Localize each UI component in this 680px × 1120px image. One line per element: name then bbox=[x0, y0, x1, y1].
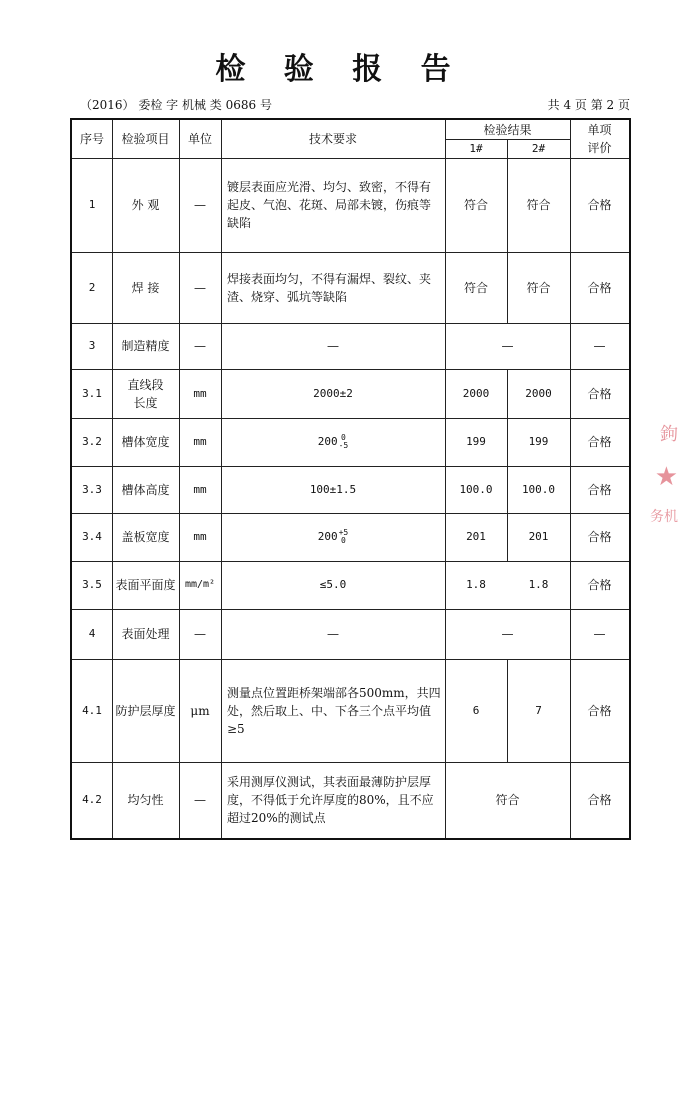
row-3-3-requirement: 100±1.5 bbox=[309, 482, 357, 496]
row-3-3-result-1: 100.0 bbox=[459, 482, 493, 496]
row-4-1-result-1: 6 bbox=[472, 703, 480, 717]
row-3-4-item: 盖板宽度 bbox=[121, 530, 170, 544]
row-3-1-seq: 3.1 bbox=[82, 386, 102, 400]
header-item: 检验项目 bbox=[121, 132, 170, 146]
row-3-2-seq: 3.2 bbox=[82, 435, 102, 448]
seal-char-bottom: 务机 bbox=[650, 509, 678, 525]
row-4-evaluation: — bbox=[593, 627, 606, 641]
row-4-1-item: 防护层厚度 bbox=[115, 703, 176, 718]
header-result: 检验结果 bbox=[483, 122, 532, 137]
row-2-unit: — bbox=[194, 280, 206, 295]
row-3-5-evaluation: 合格 bbox=[587, 578, 612, 592]
row-1-result-2: 符合 bbox=[526, 198, 551, 212]
row-3-5-seq: 3.5 bbox=[82, 578, 102, 591]
row-4-1-result-2: 7 bbox=[535, 703, 542, 717]
row-3-4-evaluation: 合格 bbox=[587, 530, 612, 544]
row-4-2-unit: — bbox=[194, 793, 206, 807]
header-unit: 单位 bbox=[187, 132, 212, 146]
tolerance-base: 200 bbox=[317, 435, 338, 448]
row-4-unit: — bbox=[194, 627, 206, 641]
row-3-3-unit: mm bbox=[193, 482, 207, 496]
row-4-item: 表面处理 bbox=[121, 627, 170, 641]
row-4-1-evaluation: 合格 bbox=[587, 703, 612, 718]
row-3-4-result-1: 201 bbox=[466, 530, 486, 543]
row-4-1-requirement: 测量点位置距桥架端部各500mm，共四处，然后取上、中、下各三个点平均值≥5 bbox=[227, 685, 441, 736]
row-4-2-evaluation: 合格 bbox=[587, 793, 612, 807]
row-3-evaluation: — bbox=[593, 339, 606, 353]
row-4-seq: 4 bbox=[88, 627, 96, 640]
row-3-5-item: 表面平面度 bbox=[115, 578, 176, 592]
tolerance-lower: 0 bbox=[341, 536, 346, 545]
header-requirement: 技术要求 bbox=[308, 132, 357, 146]
page-info: 共 4 页 第 2 页 bbox=[547, 98, 630, 112]
row-1-result-1: 符合 bbox=[463, 198, 488, 212]
row-3-4-requirement bbox=[221, 513, 445, 561]
row-3-1-evaluation: 合格 bbox=[587, 386, 612, 401]
document-number: （2016） 委检 字 机械 类 0686 号 bbox=[80, 98, 272, 112]
row-2-item: 焊 接 bbox=[131, 280, 160, 295]
row-4-2-item: 均匀性 bbox=[127, 793, 164, 807]
row-2-seq: 2 bbox=[88, 280, 96, 294]
header-seq: 序号 bbox=[79, 132, 104, 146]
header-sample-2: 2# bbox=[531, 141, 546, 155]
row-3-3-result-2: 100.0 bbox=[521, 482, 556, 496]
row-3-5-result-2: 1.8 bbox=[528, 578, 549, 591]
row-1-unit: — bbox=[194, 198, 206, 212]
header-sample-1: 1# bbox=[469, 141, 483, 155]
row-3-2-evaluation: 合格 bbox=[587, 435, 612, 449]
row-3-2-requirement bbox=[221, 418, 445, 466]
row-3-3-evaluation: 合格 bbox=[587, 482, 612, 497]
row-1-item: 外 观 bbox=[131, 198, 160, 212]
row-3-4-result-2: 201 bbox=[528, 530, 549, 543]
row-1-evaluation: 合格 bbox=[587, 198, 612, 212]
tolerance bbox=[339, 529, 349, 545]
tolerance-base: 200 bbox=[317, 530, 338, 543]
row-2-result-2: 符合 bbox=[526, 280, 551, 295]
row-3-4-seq: 3.4 bbox=[82, 530, 102, 543]
row-3-4-unit: mm bbox=[193, 530, 207, 543]
row-2-evaluation: 合格 bbox=[587, 280, 612, 295]
row-3-2-result-1: 199 bbox=[466, 435, 486, 448]
tolerance-upper: 0 bbox=[341, 433, 346, 442]
tolerance-lower: -5 bbox=[338, 441, 349, 450]
row-1-requirement: 镀层表面应光滑、均匀、致密，不得有起皮、气泡、花斑、局部未镀，伤痕等缺陷 bbox=[227, 180, 432, 230]
row-4-requirement: — bbox=[327, 627, 339, 641]
row-3-item: 制造精度 bbox=[121, 339, 170, 353]
row-3-1-result-1: 2000 bbox=[462, 386, 490, 400]
row-3-3-seq: 3.3 bbox=[82, 482, 102, 496]
row-3-2-unit: mm bbox=[193, 435, 207, 448]
report-title: 检 验 报 告 bbox=[215, 52, 465, 87]
row-3-3-item: 槽体高度 bbox=[121, 482, 170, 497]
row-3-5-requirement: ≤5.0 bbox=[319, 578, 347, 591]
row-3-2-result-2: 199 bbox=[528, 435, 549, 448]
row-3-2-item: 槽体宽度 bbox=[121, 435, 170, 449]
row-1-seq: 1 bbox=[88, 198, 96, 211]
row-4-result: — bbox=[501, 627, 514, 641]
tolerance-upper: +5 bbox=[338, 528, 349, 537]
seal-star-icon: ★ bbox=[654, 462, 678, 492]
row-4-1-seq: 4.1 bbox=[82, 703, 102, 717]
row-3-1-unit: mm bbox=[193, 386, 207, 400]
row-3-5-result-1: 1.8 bbox=[466, 578, 486, 591]
official-seal-stamp bbox=[644, 410, 680, 560]
row-3-requirement: — bbox=[327, 339, 339, 353]
row-4-1-unit: μm bbox=[190, 703, 210, 718]
inspection-table bbox=[70, 118, 631, 840]
row-4-2-seq: 4.2 bbox=[82, 793, 102, 806]
row-3-unit: — bbox=[194, 339, 206, 353]
row-3-5-unit: mm/m² bbox=[184, 579, 216, 590]
tolerance bbox=[339, 434, 349, 450]
row-3-1-item: 直线段长度 bbox=[127, 377, 164, 410]
seal-char-top: 鉤 bbox=[660, 424, 678, 445]
header-evaluation: 单项评价 bbox=[587, 123, 612, 155]
row-3-result: — bbox=[501, 339, 514, 353]
row-4-2-requirement: 采用测厚仪测试，其表面最薄防护层厚度，不得低于允许厚度的80%，且不应超过20%的测试点 bbox=[227, 775, 434, 825]
row-2-result-1: 符合 bbox=[463, 280, 488, 295]
row-3-1-result-2: 2000 bbox=[525, 386, 552, 400]
row-2-requirement: 焊接表面均匀，不得有漏焊、裂纹、夹渣、烧穿、弧坑等缺陷 bbox=[227, 271, 432, 304]
row-3-1-requirement: 2000±2 bbox=[313, 386, 353, 400]
row-4-2-result: 符合 bbox=[495, 793, 520, 807]
row-3-seq: 3 bbox=[88, 339, 96, 352]
